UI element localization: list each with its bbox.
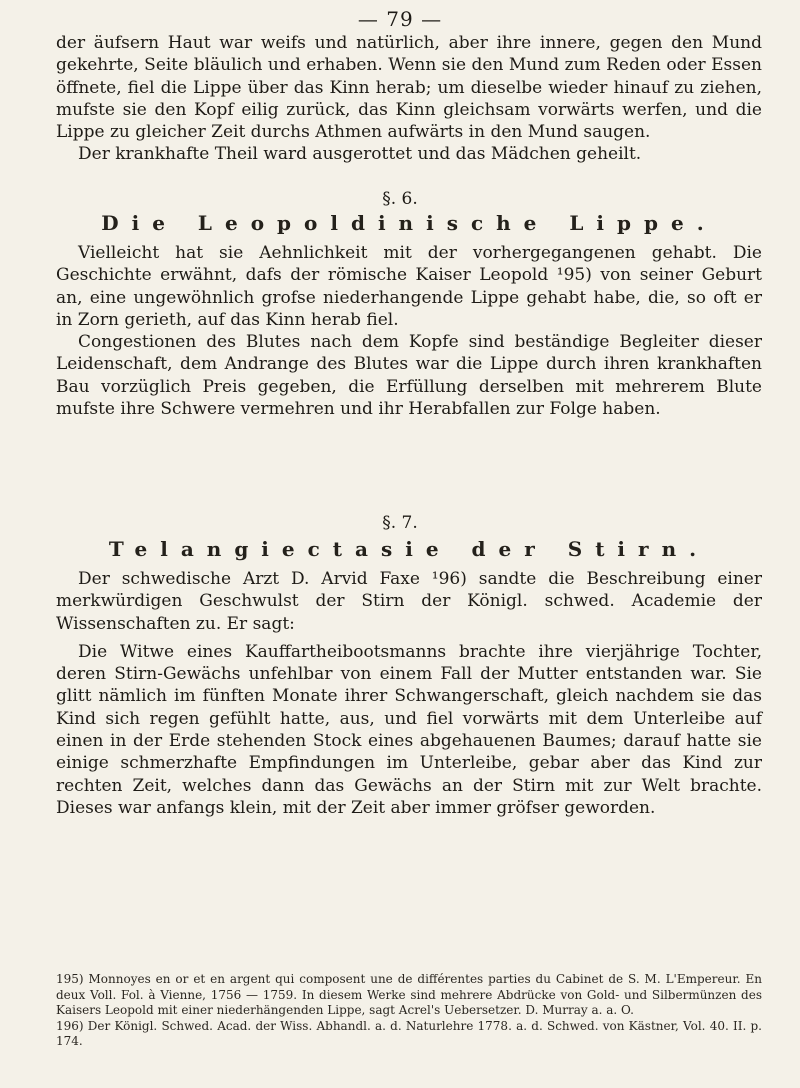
section-7-paragraph: Der schwedische Arzt D. Arvid Faxe ¹96) sandte die Beschreibung einer merkwürdigen Geschwulst der Stirn der Königl. schwed. Academie der Wissenschaften zu. Er sagt: — [56, 569, 762, 634]
section-6-body — [56, 242, 762, 420]
intro-paragraph: der äufsern Haut war weifs und natürlich, aber ihre innere, gegen den Mund gekehrte, Seite bläulich und erhaben. Wenn sie den Mund zum Reden oder Essen öffnete, fiel die Lippe über das Kinn herab; um dieselbe wieder hinauf zu ziehen, mufste sie den Kopf eilig zurück, das Kinn gleichsam vorwärts werfen, und die Lippe zu gleicher Zeit durchs Athmen aufwärts in den Mund saugen. — [56, 33, 762, 143]
intro-text — [56, 32, 762, 166]
intro-paragraph-2: Der krankhafte Theil ward ausgerottet und das Mädchen geheilt. — [78, 144, 642, 165]
footnote: 195) Monnoyes en or et en argent qui composent une de différentes parties du Cabinet de S. M. L'Empereur. En deux Voll. Fol. à Vienne, 1756 — 1759. In diesem Werke sind mehrere Abdrücke von Gold- und Silbermünzen des Kaisers Leopold mit einer niederhängenden Lippe, sagt Acrel's Uebersetzer. D. Murray a. a. O. — [56, 972, 762, 1017]
section-6-paragraph: Vielleicht hat sie Aehnlichkeit mit der vorhergegangenen gehabt. Die Geschichte erwähnt, dafs der römische Kaiser Leopold ¹95) von seiner Geburt an, eine ungewöhnlich grofse niederhangende Lippe gehabt habe, die, so oft er in Zorn gerieth, auf das Kinn herab fiel. — [56, 243, 762, 330]
section-7-body — [56, 568, 762, 819]
section-7-title: Telangiectasie der Stirn. — [108, 537, 710, 561]
footnotes — [56, 972, 762, 1050]
section-7-number: §. 7. — [382, 513, 418, 533]
section-6-paragraph: Congestionen des Blutes nach dem Kopfe sind beständige Begleiter dieser Leidenschaft, dem Andrange des Blutes war die Lippe durch ihren krankhaften Bau vorzüglich Preis gegeben, die Erfüllung derselben mit mehrerem Blute mufste ihre Schwere vermehren und ihr Herabfallen zur Folge haben. — [56, 332, 762, 420]
page-number: — 79 — — [357, 7, 443, 31]
section-7-paragraph: Die Witwe eines Kauffartheibootsmanns brachte ihre vierjährige Tochter, deren Stirn-Gewächs unfehlbar von einem Fall der Mutter entstanden war. Sie glitt nämlich im fünften Monate ihrer Schwangerschaft, gleich nachdem sie das Kind sich regen gefühlt hatte, aus, und fiel vorwärts mit dem Unterleibe auf einen in der Erde stehenden Stock eines abgehauenen Baumes; darauf hatte sie einige schmerzhafte Empfindungen im Unterleibe, gebar aber das Kind zur rechten Zeit, welches dann das Gewächs an der Stirn mit zur Welt brachte. Dieses war anfangs klein, mit der Zeit aber immer gröfser geworden. — [56, 641, 762, 818]
footnote: 196) Der Königl. Schwed. Acad. der Wiss. Abhandl. a. d. Naturlehre 1778. a. d. Schwed. von Kästner, Vol. 40. II. p. 174. — [56, 1018, 762, 1048]
section-6-number: §. 6. — [382, 189, 418, 209]
section-6-title: Die Leopoldinische Lippe. — [101, 211, 717, 235]
